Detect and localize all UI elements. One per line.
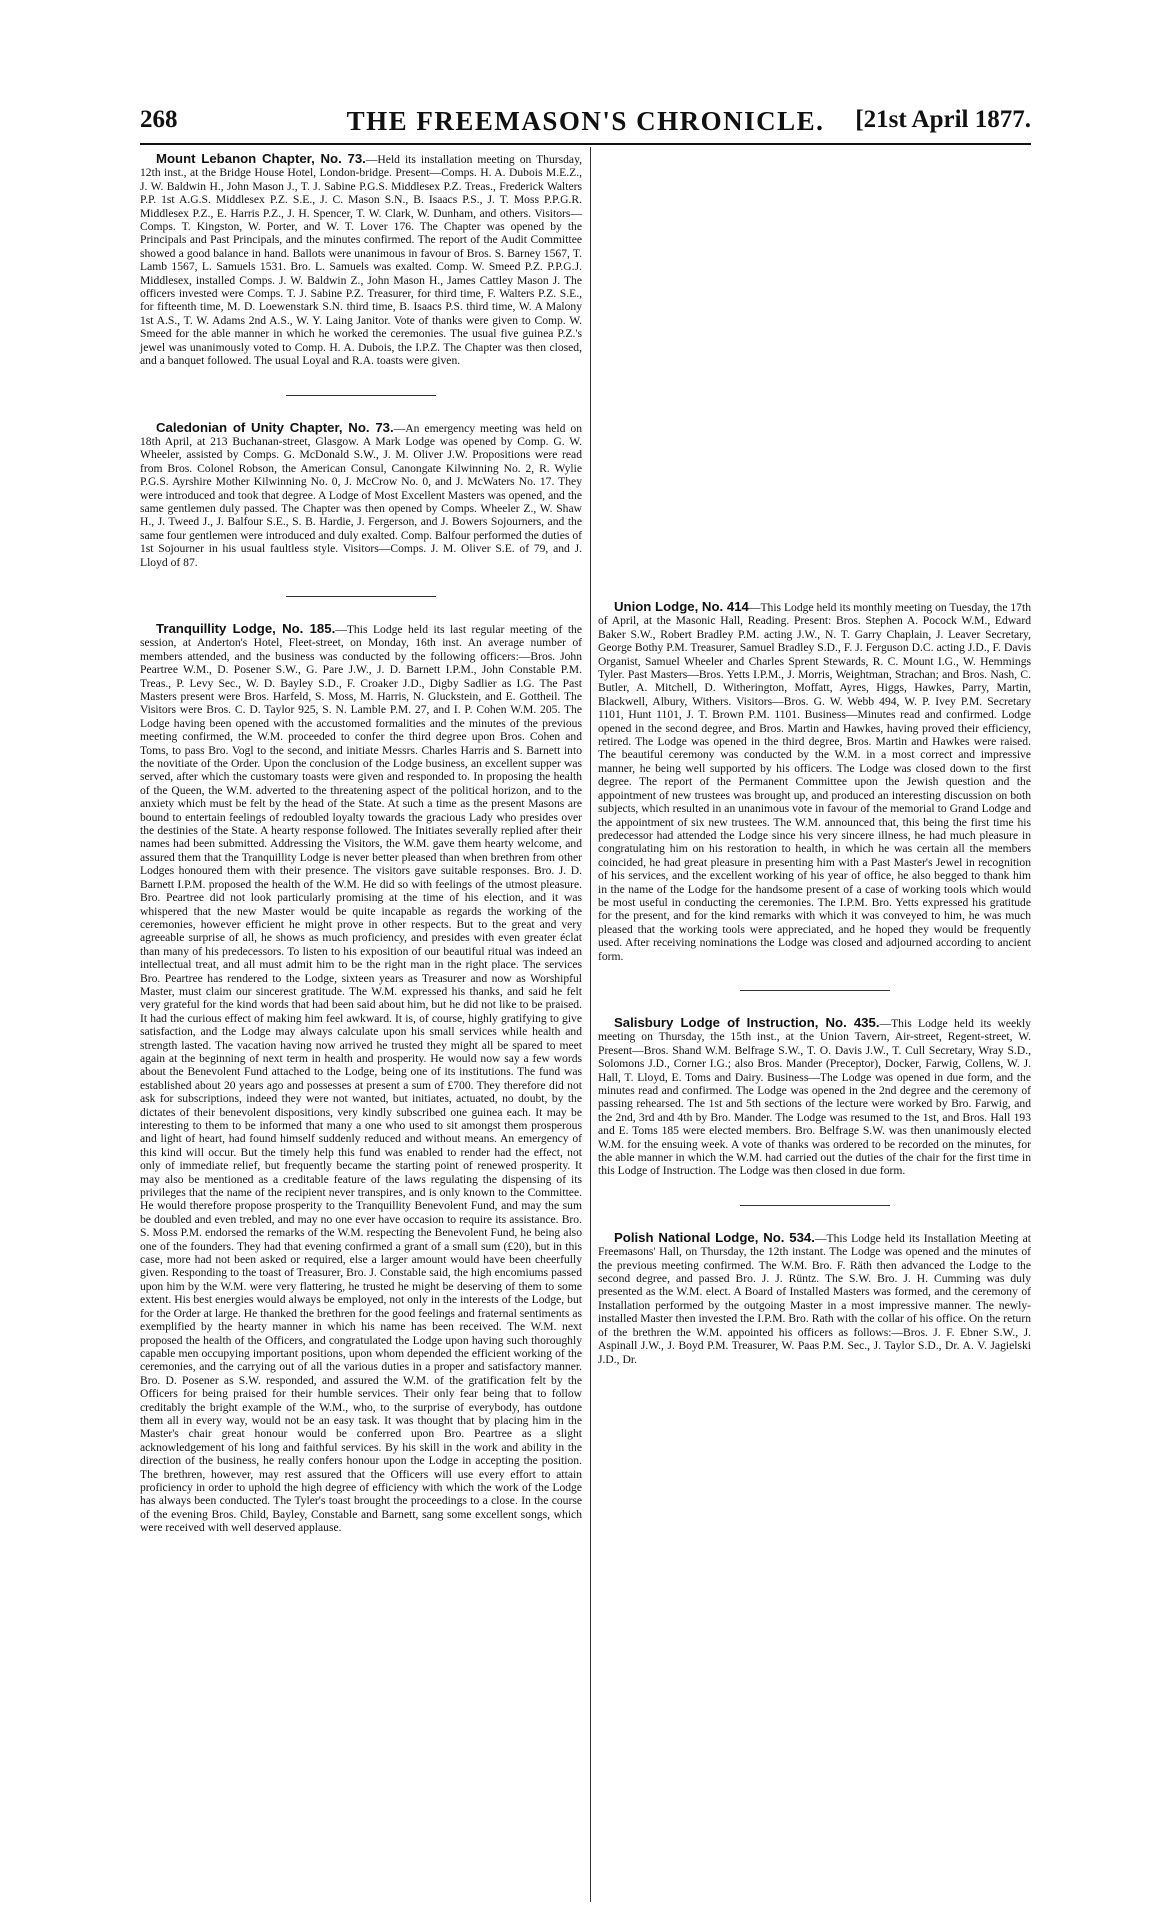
column-divider [590,147,591,1902]
issue-date: [21st April 1877. [855,106,1031,133]
masthead-rule [140,143,1031,145]
article-salisbury-lodge [598,1016,1031,1178]
article-body: —This Lodge held its Installation Meeting at Freemasons' Hall, on Thursday, the 12th instant. The Lodge was opened and the minutes of the previous meeting confirmed. The W.M. Bro. F. Räth then advanced the Lodge to the second degree, and passed Bro. J. J. Rüntz. The S.W. Bro. J. H. Cumming was duly presented as the W.M. elect. A Board of Installed Masters was formed, and the ceremony of Installation performed by the outgoing Master in a most impressive manner. The newly-installed Master then invested the I.P.M. Bro. Rath with the collar of his office. On the return of the brethren the W.M. appointed his officers as follows:—Bros. J. F. Ebner S.W., J. Aspinall J.W., J. Boyd P.M. Treasurer, W. Paas P.M. Sec., J. Taylor S.D., Dr. A. V. Jagielski J.D., Dr. [598,1231,1031,1366]
article-heading: Mount Lebanon Chapter, No. 73. [156,151,366,166]
article-heading: Polish National Lodge, No. 534. [614,1229,815,1245]
right-column [598,600,1031,1366]
article-body: —Held its installation meeting on Thursday, 12th inst., at the Bridge House Hotel, London-bridge. Present—Comps. H. A. Dubois M.E.Z., J. W. Baldwin H., John Mason J., T. J. Sabine P.G.S. Middlesex P.Z. Treas., Frederick Walters P.P. 1st A.G.S. Middlesex P.Z. S.E., J. C. Mason S.N., B. Isaacs P.S., J. T. Moss P.P.G.R. Middlesex P.Z., E. Harris P.Z., J. H. Spencer, T. W. Clark, W. Dunham, and others. Visitors—Comps. T. Kingston, W. Porter, and W. T. Lover 176. The Chapter was opened by the Principals and Past Principals, and the minutes confirmed. The report of the Audit Committee showed a good balance in hand. Ballots were unanimous in favour of Bros. S. Barney 1567, T. Lamb 1567, L. Samuels 1531. Bro. L. Samuels was exalted. Comp. W. Smeed P.Z. P.P.G.J. Middlesex, installed Comps. J. W. Baldwin Z., John Mason H., James Cattley Mason J. The officers invested were Comps. T. J. Sabine P.Z. Treasurer, for third time, F. Walters P.Z. S.E., for fifteenth time, M. D. Loewenstark S.N. third time, B. Isaacs P.S. third time, W. A Malony 1st A.S., T. W. Adams 2nd A.S., W. Y. Laing Janitor. Vote of thanks were given to Comp. W. Smeed for the able manner in which he worked the ceremonies. The usual five guinea P.Z.'s jewel was unanimously voted to Comp. H. A. Dubois, the I.P.Z. The Chapter was then closed, and a banquet followed. The usual Loyal and R.A. toasts were given. [140,153,583,368]
article-polish-national [598,1231,1031,1366]
left-column [140,152,582,1535]
article-body: —An emergency meeting was held on 18th April, at 213 Buchanan-street, Glasgow. A Mark Lodge was opened by Comp. G. W. Wheeler, assisted by Comps. G. McDonald S.W., J. M. Oliver J.W. Propositions were read from Bros. Colonel Robson, the American Consul, Canongate Kilwinning No. 2, R. Wylie P.G.S. Ayrshire Mother Kilwinning No. 0, J. McCrow No. 0, and J. McWaters No. 17. They were introduced and took that degree. A Lodge of Most Excellent Masters was opened, and the same gentlemen duly passed. The Chapter was then opened by Comps. Wheeler Z., W. Shaw H., J. Tweed J., J. Balfour S.E., S. B. Hardie, J. Fergerson, and J. Bowers Sojourners, and the same four gentlemen were introduced and duly exalted. Comp. Balfour performed the duties of 1st Sojourner in his usual faultless style. Visitors—Comps. J. M. Oliver S.E. of 79, and J. Lloyd of 87. [140,421,582,569]
masthead [140,106,1031,142]
article-heading: Caledonian of Unity Chapter, No. 73. [156,419,394,435]
article-heading: Tranquillity Lodge, No. 185. [156,620,336,636]
article-body: —This Lodge held its last regular meeting of the session, at Anderton's Hotel, Fleet-street, on Monday, 16th inst. An average number of members attended, and the business was conducted by the following officers:—Bros. John Peartree W.M., D. Posener S.W., G. Pare J.W., J. D. Barnett I.P.M., John Constable P.M. Treas., P. Levy Sec., W. D. Bayley S.D., F. Croaker J.D., Digby Sadlier as I.G. The Past Masters present were Bros. Harfeld, S. Moss, M. Harris, N. Gluckstein, and E. Gottheil. The Visitors were Bros. C. D. Taylor 925, S. N. Lamble P.M. 27, and I. P. Cohen W.M. 205. The Lodge having been opened with the accustomed formalities and the minutes of the previous meeting confirmed, the W.M. proceeded to confer the third degree upon Bros. Cohen and Toms, to pass Bro. Vogl to the second, and initiate Messrs. Charles Harris and S. Barnett into the novitiate of the Order. Upon the conclusion of the Lodge business, an excellent supper was served, after which the customary toasts were given and responded to. In proposing the health of the Queen, the W.M. adverted to the threatening aspect of the political horizon, and to the anxiety which must be felt by the head of the State. At such a time as the present Masons are bound to entertain feelings of redoubled loyalty towards the gracious Lady who presides over the destinies of the State. A hearty response followed. The Initiates severally replied after their names had been submitted. Addressing the Visitors, the W.M. gave them hearty welcome, and assured them that the Tranquillity Lodge is never better pleased than when brethren from other Lodges honoured them with their presence. The visitors gave suitable responses. Bro. J. D. Barnett I.P.M. proposed the health of the W.M. He did so with feelings of the utmost pleasure. Bro. Peartree did not look particularly promising at the time of his election, and it was whispered that the new Master would be quite incapable as regards the working of the ceremonies, however efficient he might prove in other respects. But to the great and very agreeable surprise of all, he shows as much proficiency, and presides with even greater éclat than many of his predecessors. To listen to his exposition of our beautiful ritual was indeed an intellectual treat, and all must admit him to be the right man in the right place. The services Bro. Peartree has rendered to the Lodge, sixteen years as Treasurer and now as Worshipful Master, must claim our sincerest gratitude. The W.M. expressed his thanks, and said he felt very grateful for the kind words that had been said about him, but he did not like to be praised. It had the curious effect of making him feel awkward. It is, of course, highly gratifying to give satisfaction, and the Lodge may always calculate upon his small services while health and strength lasted. The vacation having now arrived he trusted they might all be spared to meet again at the beginning of next term in health and prosperity. He would now say a few words about the Benevolent Fund attached to the Lodge, being one of its institutions. The fund was established about 20 years ago and possesses at present a sum of £700. They therefore did not ask for subscriptions, indeed they were not wanted, but initiates, actuated, no doubt, by the dictates of their benevolent dispositions, very kindly subscribed one guinea each. It may be interesting to them to be informed that many a one who used to sit amongst them prosperous and light of heart, had found himself suddenly reduced and without means. An emergency of this kind will occur. But the timely help this fund was enabled to render had the effect, not only of immediate relief, but frequently became the starting point of renewed prosperity. It may also be mentioned as a creditable feature of the laws regulating the dispensing of its privileges that the name of the recipient never transpires, and is only known to the Committee. He would therefore propose prosperity to the Tranquillity Benevolent Fund, and may the sum be doubled and even trebled, and may no one ever have occasion to require its assistance. Bro. S. Moss P.M. endorsed the remarks of the W.M. respecting the Benevolent Fund, he being also one of the founders. They had that evening confirmed a grant of a small sum (£20), but in this case, more had not been asked or required, else a larger amount would have been cheerfully given. Responding to the toast of Treasurer, Bro. J. Constable said, the high encomiums passed upon him by the W.M. were very flattering, he trusted he might be deserving of them to some extent. His best energies would always be employed, not only in the interests of the Lodge, but for the Order at large. He thanked the brethren for the good feelings and fraternal sentiments as exemplified by the hearty manner in which his name has been received. The W.M. next proposed the health of the Officers, and congratulated the Lodge upon having such thoroughly capable men occupying important positions, upon whom depended the efficient working of the ceremonies, and the carrying out of all the various duties in a proper and satisfactory manner. Bro. D. Posener as S.W. responded, and assured the W.M. of the gratification felt by the Officers for being praised for their humble services. Their only fear being that to follow creditably the bright example of the W.M., who, to the surprise of everybody, has outdone them all in every way, would not be an easy task. It was thought that by placing him in the Master's chair great honour would be conferred upon Bro. Peartree as a slight acknowledgement of his long and faithful services. By his skill in the work and ability in the direction of the business, he really confers honour upon the Lodge in accepting the position. The brethren, however, may rest assured that the Officers will use every effort to attain proficiency in order to uphold the high degree of efficiency with which the work of the Lodge has always been conducted. The Tyler's toast brought the proceedings to a close. In the course of the evening Bros. Child, Bayley, Constable and Barnett, sang some excellent songs, which were received with well deserved applause. [140,622,582,1535]
article-body: —This Lodge held its weekly meeting on Thursday, the 15th inst., at the Union Tavern, Air-street, Regent-street, W. Present—Bros. Shand W.M. Belfrage S.W., T. O. Davis J.W., T. Cull Secretary, Wray S.D., Solomons J.D., Corner I.G.; also Bros. Mander (Preceptor), Docker, Farwig, Collens, W. J. Hall, T. Lloyd, E. Toms and Dairy. Business—The Lodge was opened in due form, and the minutes read and confirmed. The Lodge was opened in the 2nd degree and the ceremony of passing rehearsed. The 1st and 5th sections of the lecture were worked by Bro. Farwig, and the 2nd, 3rd and 4th by Bro. Mander. The Lodge was resumed to the 1st, and Bros. Hall 193 and E. Toms 185 were elected members. Bro. Belfrage S.W. was then unanimously elected W.M. for the ensuing week. A vote of thanks was ordered to be recorded on the minutes, for the able manner in which the W.M. had carried out the duties of the chair for the first time in this Lodge of Instruction. The Lodge was then closed in due form. [598,1016,1031,1178]
article-body: —This Lodge held its monthly meeting on Tuesday, the 17th of April, at the Masonic Hall, Reading. Present: Bros. Stephen A. Pocock W.M., Edward Baker S.W., Robert Bradley P.M. acting J.W., N. T. Garry Chaplain, J. Leaver Secretary, George Bothy P.M. Treasurer, Samuel Bradley S.D., F. J. Ferguson D.C. acting J.D., F. Davis Organist, Samuel Wheeler and Charles Sprent Stewards, R. C. Mount I.G., W. Hemmings Tyler. Past Masters—Bros. Yetts I.P.M., J. Morris, Weightman, Strachan; and Bros. Nash, C. Butler, A. Mitchell, D. Witherington, Moffatt, Ayres, Higgs, Hawkes, Parry, Martin, Blackwell, Albury, Withers. Visitors—Bros. G. W. Webb 494, W. P. Ivey P.M. Secretary 1101, Hunt 1101, J. T. Brown P.M. 1101. Business—Minutes read and confirmed. Lodge opened in the second degree, and Bros. Martin and Hawkes, having proved their efficiency, retired. The Lodge was opened in the third degree, Bros. Martin and Hawkes were raised. The beautiful ceremony was conducted by the W.M. in a most correct and impressive manner, he being well supported by his officers. The Lodge was closed down to the first degree. The report of the Permanent Committee upon the Jewish question and the appointment of new trustees was brought up, and produced an interesting discussion on both subjects, which resulted in an unanimous vote in favour of the memorial to Grand Lodge and the appointment of six new trustees. The W.M. announced that, this being the first time his predecessor had attended the Lodge since his very sincere illness, he had much pleasure in congratulating him on his restoration to health, in which he was certain all the members coincided, he had great pleasure in presenting him with a Past Master's Jewel in recognition of his services, and the excellent working of his year of office, he also begged to thank him in the name of the Lodge for the handsome present of a case of working tools which would be most useful in conducting the ceremonies. The I.P.M. Bro. Yetts expressed his gratitude for the present, and for the kind remarks with which it was conveyed to him, he was much pleased that the working tools were appreciated, and he hoped they would be frequently used. After receiving nominations the Lodge was closed and adjourned according to ancient form. [598,601,1031,963]
article-mount-lebanon [140,152,582,368]
article-caledonian-unity [140,421,582,569]
article-union-lodge [598,600,1031,963]
article-separator [740,990,890,991]
article-heading: Union Lodge, No. 414 [614,599,749,614]
newspaper-title: THE FREEMASON'S CHRONICLE. [346,106,825,136]
article-tranquillity [140,622,582,1535]
article-separator [740,1205,890,1206]
article-heading: Salisbury Lodge of Instruction, No. 435. [614,1014,880,1030]
article-separator [286,596,436,597]
page-number: 268 [140,106,178,133]
article-separator [286,395,436,396]
